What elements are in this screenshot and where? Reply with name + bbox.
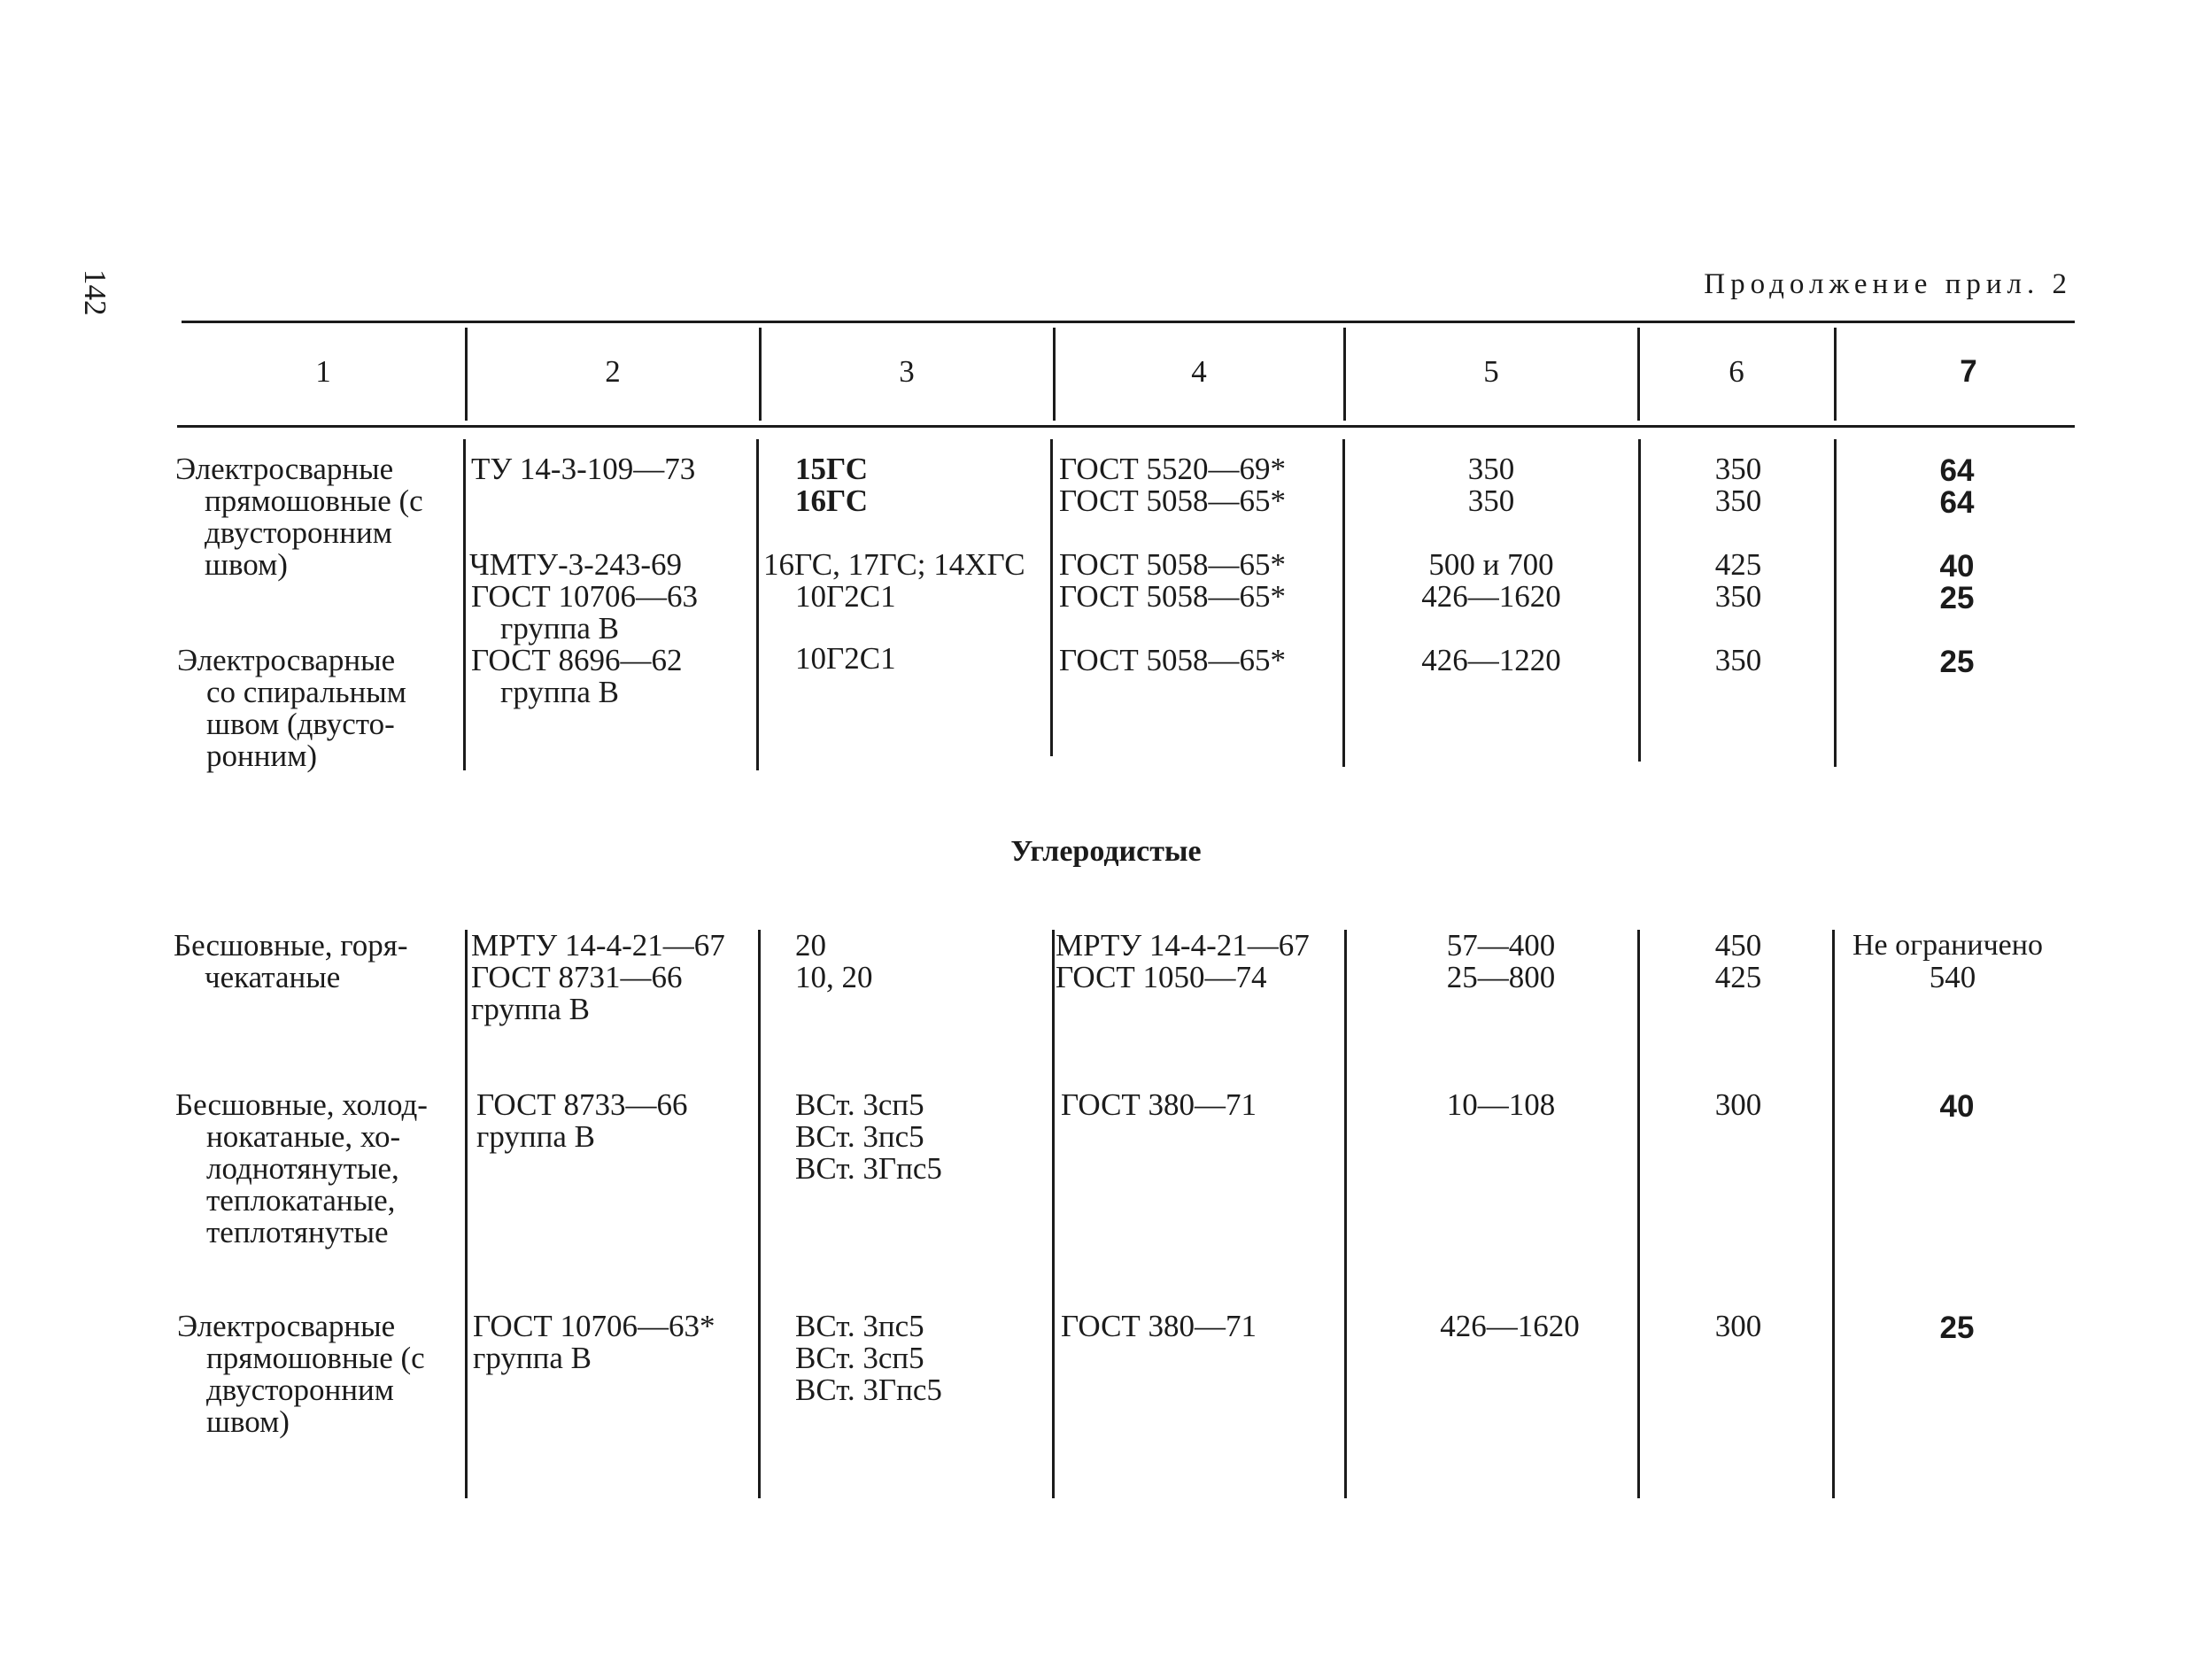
steel-grade-cell: ВСт. 3пс5 ВСт. 3сп5 ВСт. 3Гпс5 (795, 1309, 942, 1407)
service-life-cell: Не ограничено (1852, 929, 2043, 962)
body-sep-3-upper (1050, 439, 1053, 756)
gost-cell: ГОСТ 5058—65* (1059, 579, 1287, 614)
gost-cell: ГОСТ 5058—65* (1059, 483, 1287, 518)
body-sep-6-lower (1832, 930, 1835, 1498)
gost-cell: ГОСТ 5520—69* (1059, 452, 1287, 486)
gost-cell: ГОСТ 380—71 (1061, 1309, 1257, 1343)
spec-cell: ГОСТ 8733—66 группа В (476, 1087, 688, 1154)
service-life-cell: 25 (1939, 581, 1975, 615)
temperature-cell: 350 (1714, 452, 1762, 486)
steel-grade-cell: 16ГС (795, 483, 869, 518)
pipe-type-name: Бесшовные, горя- чекатаные (174, 928, 408, 994)
gost-cell: ГОСТ 1050—74 (1056, 960, 1267, 994)
spec-cell: ЧМТУ-3-243-69 (469, 547, 682, 582)
table-top-rule (182, 321, 2075, 323)
spec-cell: ГОСТ 10706—63* группа В (473, 1309, 715, 1375)
service-life-cell: 64 (1939, 453, 1975, 488)
size-cell: 426—1620 (1421, 579, 1561, 614)
header-col-3: 3 (899, 354, 915, 389)
steel-grade-cell: 20 (795, 928, 826, 963)
continuation-label: Продолжение прил. 2 (1704, 268, 2072, 300)
temperature-cell: 450 (1714, 928, 1762, 963)
temperature-cell: 350 (1714, 579, 1762, 614)
header-col-6: 6 (1729, 354, 1744, 389)
size-cell: 10—108 (1446, 1087, 1556, 1122)
header-sep-1 (465, 328, 468, 421)
gost-cell: ГОСТ 5058—65* (1059, 547, 1287, 582)
size-cell: 350 (1467, 483, 1515, 518)
header-col-7: 7 (1960, 354, 1977, 389)
steel-grade-cell: ВСт. 3сп5 ВСт. 3пс5 ВСт. 3Гпс5 (795, 1087, 942, 1186)
size-cell: 25—800 (1446, 960, 1556, 994)
size-cell: 426—1220 (1421, 643, 1561, 677)
spec-cell: ГОСТ 10706—63 группа В (471, 579, 699, 646)
header-sep-6 (1834, 328, 1837, 421)
section-title: Углеродистые (1010, 835, 1202, 868)
temperature-cell: 300 (1714, 1087, 1762, 1122)
header-col-2: 2 (605, 354, 621, 389)
body-sep-2-lower (758, 930, 761, 1498)
header-col-5: 5 (1483, 354, 1499, 389)
spec-cell: ГОСТ 8696—62 группа В (471, 643, 683, 709)
spec-cell: ГОСТ 8731—66 группа В (471, 960, 683, 1026)
header-sep-3 (1053, 328, 1056, 421)
size-cell: 57—400 (1446, 928, 1556, 963)
service-life-cell: 64 (1939, 485, 1975, 520)
steel-grade-cell: 10Г2С1 (795, 641, 896, 676)
temperature-cell: 350 (1714, 483, 1762, 518)
steel-grade-cell: 16ГС, 17ГС; 14ХГС (763, 547, 1025, 582)
header-col-4: 4 (1191, 354, 1207, 389)
body-sep-5-lower (1637, 930, 1640, 1498)
temperature-cell: 425 (1714, 960, 1762, 994)
steel-grade-cell: 10Г2С1 (795, 579, 896, 614)
body-sep-3-lower (1052, 930, 1055, 1498)
service-life-cell: 25 (1939, 645, 1975, 679)
spec-cell: МРТУ 14-4-21—67 (471, 928, 725, 963)
pipe-type-name: Электросварные со спиральным швом (двусто- ронним) (177, 643, 406, 773)
header-sep-4 (1343, 328, 1346, 421)
body-sep-1-lower (465, 930, 468, 1498)
steel-grade-cell: 10, 20 (795, 960, 873, 994)
service-life-cell: 40 (1939, 1089, 1975, 1124)
size-cell: 426—1620 (1440, 1309, 1580, 1343)
service-life-cell: 540 (1929, 960, 1976, 994)
body-sep-2-upper (756, 439, 759, 770)
gost-cell: ГОСТ 5058—65* (1059, 643, 1287, 677)
header-col-1: 1 (315, 354, 331, 389)
header-bottom-rule (177, 425, 2075, 428)
gost-cell: МРТУ 14-4-21—67 (1056, 928, 1310, 963)
header-sep-5 (1637, 328, 1640, 421)
page-number: 142 (78, 269, 112, 316)
spec-cell: ТУ 14-3-109—73 (471, 452, 696, 486)
body-sep-4-lower (1344, 930, 1347, 1498)
service-life-cell: 40 (1939, 549, 1975, 584)
pipe-type-name: Электросварные прямошовные (с двусторонним швом) (175, 452, 423, 582)
temperature-cell: 425 (1714, 547, 1762, 582)
gost-cell: ГОСТ 380—71 (1061, 1087, 1257, 1122)
temperature-cell: 350 (1714, 643, 1762, 677)
pipe-type-name: Электросварные прямошовные (с двусторонним швом) (177, 1309, 425, 1439)
header-sep-2 (759, 328, 762, 421)
service-life-cell: 25 (1939, 1311, 1975, 1345)
body-sep-1-upper (463, 439, 466, 770)
steel-grade-cell: 15ГС (795, 452, 869, 486)
size-cell: 350 (1467, 452, 1515, 486)
pipe-type-name: Бесшовные, холод- нокатаные, хо- лоднотянутые, теплокатаные, теплотянутые (175, 1087, 428, 1249)
temperature-cell: 300 (1714, 1309, 1762, 1343)
size-cell: 500 и 700 (1428, 547, 1554, 582)
